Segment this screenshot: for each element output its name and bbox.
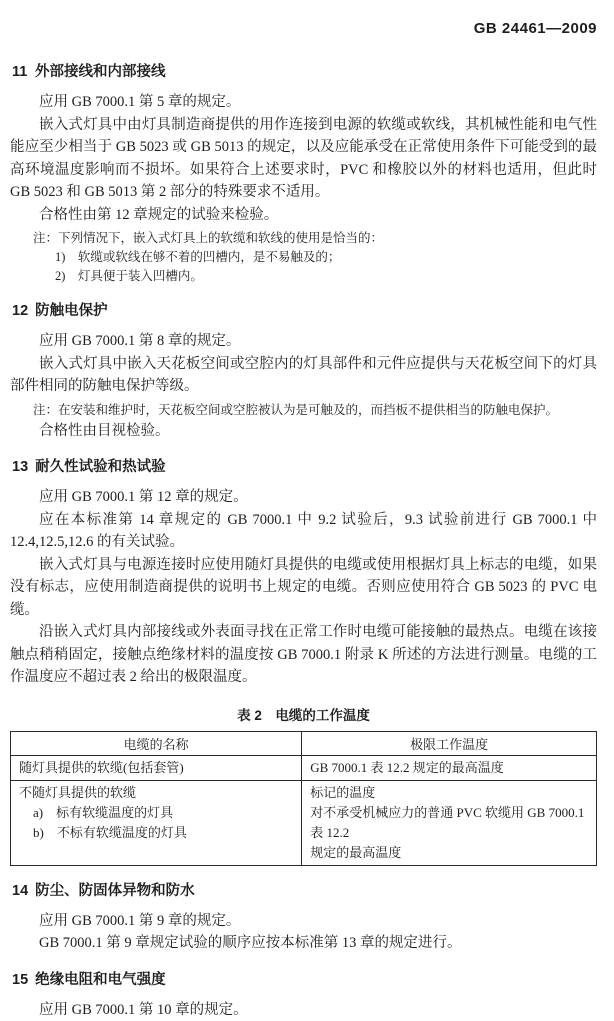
paragraph: 应用 GB 7000.1 第 9 章的规定。 [10,910,597,933]
section-number: 13 [12,457,28,477]
cell-cable-name [11,780,302,865]
table-row [11,755,597,780]
section-14 [10,881,597,955]
section-number: 14 [12,881,28,901]
paragraph: 合格性由目视检验。 [10,420,597,443]
table-2-cable-working-temperature [10,731,597,866]
paragraph: 应用 GB 7000.1 第 10 章的规定。 [10,999,597,1021]
section-title: 绝缘电阻和电气强度 [35,970,166,990]
paragraph: 嵌入式灯具中嵌入天花板空间或空腔内的灯具部件和元件应提供与天花板空间下的灯具部件相同的防触电保护等级。 [10,353,597,398]
paragraph: 嵌入式灯具与电源连接时应使用随灯具提供的电缆或使用根据灯具上标志的电缆，如果没有标志，应使用制造商提供的说明书上规定的电缆。否则应使用符合 GB 5023 的 PVC 电缆。 [10,554,597,622]
section-number: 15 [12,970,28,990]
paragraph: 嵌入式灯具中由灯具制造商提供的用作连接到电源的软缆或软线，其机械性能和电气性能应至少相当于 GB 5023 或 GB 5013 的规定，以及应能承受在正常使用条件下可能受到的最高环境温度影响而不损坏。如果符合上述要求时，PVC 和橡胶以外的材料也适用，但此时 GB 5023 和 GB 5013 第 2 部分的特殊要求不适用。 [10,114,597,204]
section-11-heading [12,62,597,82]
cell-limit-temperature [302,780,597,865]
section-number: 12 [12,301,28,321]
note: 注：在安装和维护时，天花板空间或空腔被认为是可触及的，而挡板不提供相当的防触电保护。 [10,401,597,420]
section-title: 耐久性试验和热试验 [35,457,166,477]
note-list-item: 2) 灯具便于装入凹槽内。 [10,267,597,286]
cell-line: 标记的温度 [310,783,588,803]
cell-cable-name: 随灯具提供的软缆(包括套管) [11,755,302,780]
cell-line: 规定的最高温度 [310,843,588,863]
section-14-heading [12,881,597,901]
table-2-caption: 表 2 电缆的工作温度 [10,704,597,724]
section-title: 外部接线和内部接线 [35,62,166,82]
paragraph: GB 7000.1 第 9 章规定试验的顺序应按本标准第 13 章的规定进行。 [10,932,597,955]
section-title: 防触电保护 [35,301,108,321]
section-11 [10,62,597,286]
paragraph: 沿嵌入式灯具内部接线或外表面寻找在正常工作时电缆可能接触的最热点。电缆在该接触点稍稍固定，接触点绝缘材料的温度按 GB 7000.1 附录 K 所述的方法进行测量。电缆的工作温度应不超过表 2 给出的极限温度。 [10,621,597,689]
paragraph: 合格性由第 12 章规定的试验来检验。 [10,204,597,227]
cell-line: 对不承受机械应力的普通 PVC 软缆用 GB 7000.1 表 12.2 [310,803,588,843]
note-list-item: 1) 软缆或软线在够不着的凹槽内，是不易触及的； [10,248,597,267]
cell-line: b) 不标有软缆温度的灯具 [19,823,293,843]
section-12-heading [12,301,597,321]
section-title: 防尘、防固体异物和防水 [35,881,195,901]
section-15 [10,970,597,1021]
paragraph: 应用 GB 7000.1 第 8 章的规定。 [10,330,597,353]
paragraph: 应在本标准第 14 章规定的 GB 7000.1 中 9.2 试验后，9.3 试验前进行 GB 7000.1 中 12.4,12.5,12.6 的有关试验。 [10,509,597,554]
section-13 [10,457,597,866]
paragraph: 应用 GB 7000.1 第 5 章的规定。 [10,91,597,114]
table-row [11,780,597,865]
section-12 [10,301,597,442]
column-header-limit-temperature: 极限工作温度 [302,731,597,755]
doc-number: GB 24461—2009 [10,20,597,37]
section-15-heading [12,970,597,990]
section-number: 11 [12,62,28,82]
paragraph: 应用 GB 7000.1 第 12 章的规定。 [10,486,597,509]
cell-line: 不随灯具提供的软缆 [19,783,293,803]
cell-limit-temperature: GB 7000.1 表 12.2 规定的最高温度 [302,755,597,780]
section-13-heading [12,457,597,477]
note: 注：下列情况下，嵌入式灯具上的软缆和软线的使用是恰当的： [10,229,597,248]
cell-line: a) 标有软缆温度的灯具 [19,803,293,823]
table-header-row [11,731,597,755]
column-header-cable-name: 电缆的名称 [11,731,302,755]
